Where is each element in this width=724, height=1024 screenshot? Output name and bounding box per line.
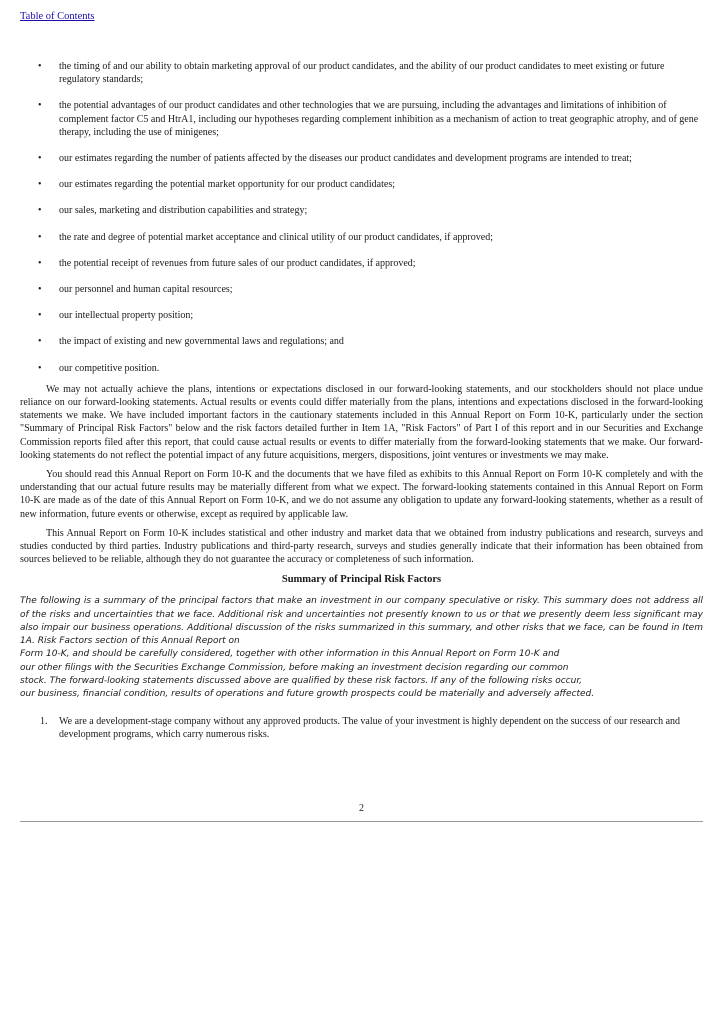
bullet-icon: • bbox=[38, 257, 42, 269]
risk-summary-line: stock. The forward-looking statements discussed above are qualified by these risk factors. If any of the following risks occur, bbox=[20, 675, 583, 686]
page-number: 2 bbox=[359, 803, 364, 814]
risk-summary-line: our business, financial condition, results of operations and future growth prospects could be materially and adversely affected. bbox=[20, 688, 595, 699]
list-item: • our personnel and human capital resources; bbox=[38, 284, 233, 296]
forward-looking-paragraph: We may not actually achieve the plans, intentions or expectations disclosed in our forward-looking statements, and our stockholders should not place undue reliance on our forward-looking statements. Actual results or events could differ materially from the plans, intentions and expectations disclosed in the forward-looking statements we make. We have included important factors in the cautionary statements included in this Annual Report on Form 10-K, particularly under the section "Summary of Principal Risk Factors" below and the risk factors detailed further in Item 1A, "Risk Factors" of Part I of this report and in our Securities and Exchange Commission reports filed after this report, that could cause actual results or events to differ materially from the forward-looking statements that we make. Our forward-looking statements do not reflect the potential impact of any future acquisitions, mergers, dispositions, joint ventures or investments we may make. bbox=[20, 383, 703, 461]
bullet-icon: • bbox=[38, 284, 42, 296]
list-item: • our estimates regarding the number of patients affected by the diseases our product candidates and development programs are intended to treat; bbox=[38, 153, 632, 165]
section-heading: Summary of Principal Risk Factors bbox=[281, 574, 442, 586]
bullet-icon: • bbox=[38, 100, 42, 112]
list-item: • the rate and degree of potential market acceptance and clinical utility of our product candidates, if approved; bbox=[38, 231, 493, 243]
bullet-icon: • bbox=[38, 336, 42, 348]
bullet-icon: • bbox=[38, 310, 42, 322]
bullet-icon: • bbox=[38, 362, 42, 374]
risk-factor-list bbox=[20, 715, 703, 741]
page-divider bbox=[20, 821, 703, 822]
list-item: • our estimates regarding the potential market opportunity for our product candidates; bbox=[38, 179, 396, 191]
bullet-icon: • bbox=[38, 205, 42, 217]
list-number: 1. bbox=[40, 716, 48, 728]
industry-data-paragraph: This Annual Report on Form 10-K includes statistical and other industry and market data that we obtained from industry publications and research, surveys and studies conducted by third parties. Industry publications and third-party research, surveys and studies generally indicate that their information has been obtained from sources believed to be reliable, although they do not guarantee the accuracy or completeness of such information. bbox=[20, 527, 703, 566]
bullet-icon: • bbox=[38, 153, 42, 165]
table-of-contents-link[interactable]: Table of Contents bbox=[20, 11, 95, 22]
list-item: 1. We are a development-stage company without any approved products. The value of your investment is highly dependent on the success of our research and development programs, which carry numerous risks. bbox=[40, 716, 681, 741]
list-item: • our competitive position. bbox=[38, 362, 160, 374]
list-item: • our sales, marketing and distribution capabilities and strategy; bbox=[38, 205, 308, 217]
bullet-icon: • bbox=[38, 231, 42, 243]
bullet-icon: • bbox=[38, 61, 42, 72]
risk-summary-line: our other filings with the Securities Exchange Commission, before making an investment decision regarding our common bbox=[20, 662, 569, 673]
list-item: • the timing of and our ability to obtain marketing approval of our product candidates, and the ability of our product candidates to meet existing or future regulatory standards; bbox=[38, 61, 665, 86]
list-item: • our intellectual property position; bbox=[38, 310, 194, 322]
risk-summary-line: Form 10-K, and should be carefully considered, together with other information in this Annual Report on Form 10-K and bbox=[20, 649, 560, 660]
document-page bbox=[20, 6, 703, 814]
list-item: • the potential advantages of our product candidates and other technologies that we are pursuing, including the advantages and limitations of inhibition of complement factor C5 and HtrA1, including our hypotheses regarding complement inhibition as a mechanism of action to treat geographic atrophy, and of gene therapy, including the use of minigenes; bbox=[38, 100, 699, 138]
list-item: • the impact of existing and new governmental laws and regulations; and bbox=[38, 336, 344, 348]
forward-looking-bullet-list bbox=[20, 60, 703, 375]
risk-summary-intro: The following is a summary of the principal factors that make an investment in our company speculative or risky. This summary does not address all of the risks and uncertainties that we face. Additional risk and uncertainties not presently known to us or that we presently deem less significant may also impair our business operations. Additional discussion of the risks summarized in this summary, and other risks that we face, can be found in Item 1A. Risk Factors section of this Annual Report on bbox=[20, 596, 703, 647]
read-report-paragraph: You should read this Annual Report on Form 10-K and the documents that we have filed as exhibits to this Annual Report on Form 10-K completely and with the understanding that our actual future results may be materially different from what we expect. The forward-looking statements contained in this Annual Report on Form 10-K are made as of the date of this Annual Report on Form 10-K, and we do not assume any obligation to update any forward-looking statements, whether as a result of new information, future events or otherwise, except as required by applicable law. bbox=[20, 469, 703, 520]
bullet-icon: • bbox=[38, 179, 42, 191]
list-item: • the potential receipt of revenues from future sales of our product candidates, if approved; bbox=[38, 257, 416, 269]
